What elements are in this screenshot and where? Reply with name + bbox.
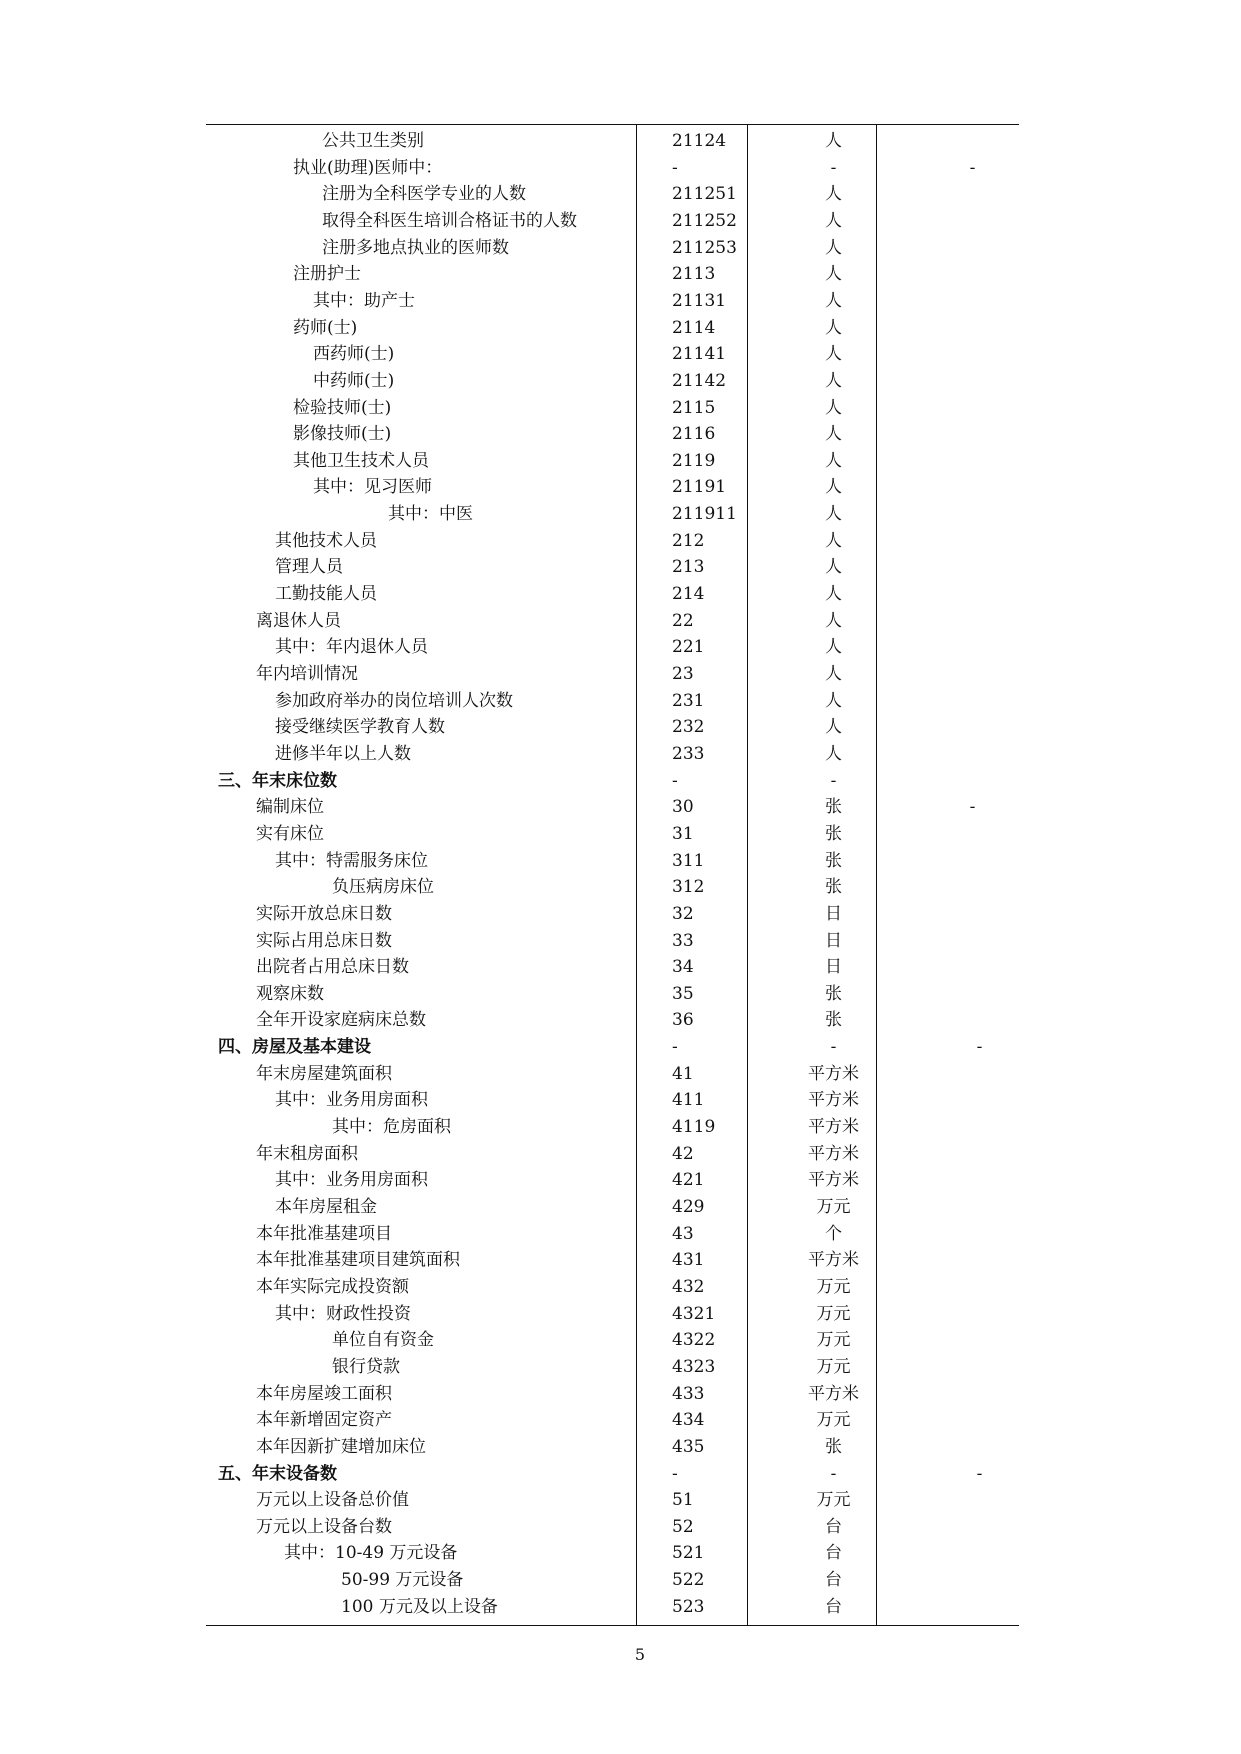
- item-code: -: [672, 157, 678, 178]
- item-name: 其中：中医: [388, 504, 473, 525]
- item-unit: 人: [825, 557, 842, 578]
- item-unit: -: [830, 770, 837, 791]
- item-name: 影像技师(士): [293, 424, 392, 445]
- item-code: 4322: [672, 1330, 716, 1351]
- item-unit: 万元: [816, 1303, 851, 1324]
- table-row: [206, 474, 1019, 501]
- item-mark: -: [969, 157, 976, 178]
- item-unit: 万元: [816, 1410, 851, 1431]
- item-code: 2119: [672, 450, 716, 471]
- item-name: 工勤技能人员: [275, 584, 377, 605]
- table-row: [206, 1354, 1019, 1381]
- item-unit: 张: [825, 877, 842, 898]
- table-row: [206, 421, 1019, 448]
- item-name: 执业(助理)医师中：: [293, 157, 443, 178]
- item-name: 其中：见习医师: [313, 477, 432, 498]
- table-row: [206, 395, 1019, 422]
- table-row: [206, 1461, 1019, 1488]
- item-name: 出院者占用总床日数: [256, 957, 409, 978]
- item-code: 21141: [672, 344, 727, 365]
- item-name: 其他技术人员: [275, 530, 377, 551]
- table-row: [206, 661, 1019, 688]
- item-code: 211252: [672, 210, 737, 231]
- item-unit: 人: [825, 610, 842, 631]
- item-code: -: [672, 770, 678, 791]
- item-name: 本年批准基建项目: [256, 1223, 392, 1244]
- item-name: 全年开设家庭病床总数: [256, 1010, 426, 1031]
- item-code: 431: [672, 1250, 705, 1271]
- item-unit: 平方米: [808, 1250, 859, 1271]
- item-unit: 台: [825, 1570, 842, 1591]
- table-row: [206, 448, 1019, 475]
- table-row: [206, 981, 1019, 1008]
- item-code: 23: [672, 664, 694, 684]
- item-name: 四、房屋及基本建设: [218, 1037, 371, 1058]
- item-unit: 人: [825, 344, 842, 365]
- table-row: [206, 1247, 1019, 1274]
- table-row: [206, 1327, 1019, 1354]
- item-mark: -: [969, 797, 976, 818]
- item-name: 观察床数: [256, 983, 324, 1004]
- table-row: [206, 741, 1019, 768]
- item-code: 432: [672, 1276, 705, 1297]
- item-name: 编制床位: [256, 797, 324, 818]
- table-row: [206, 874, 1019, 901]
- item-unit: 人: [825, 237, 842, 258]
- item-unit: 平方米: [808, 1117, 859, 1138]
- item-unit: 日: [825, 903, 842, 924]
- table-row: [206, 155, 1019, 182]
- item-code: 522: [672, 1570, 705, 1591]
- item-unit: 平方米: [808, 1063, 859, 1084]
- table-row: [206, 1540, 1019, 1567]
- table-row: [206, 501, 1019, 528]
- item-name: 银行贷款: [332, 1356, 400, 1377]
- item-unit: 平方米: [808, 1383, 859, 1404]
- item-code: 429: [672, 1197, 705, 1217]
- table-row: [206, 1274, 1019, 1301]
- item-unit: 万元: [816, 1356, 851, 1377]
- item-unit: 人: [825, 717, 842, 738]
- table-row: [206, 1407, 1019, 1434]
- item-code: 233: [672, 743, 705, 764]
- table-row: [206, 128, 1019, 155]
- item-unit: 人: [825, 530, 842, 551]
- table-row: [206, 1114, 1019, 1141]
- item-unit: 人: [825, 317, 842, 338]
- table-row: [206, 1034, 1019, 1061]
- item-name: 本年房屋租金: [275, 1197, 377, 1217]
- item-name: 管理人员: [275, 557, 343, 578]
- item-code: 21131: [672, 290, 727, 311]
- table-row: [206, 1301, 1019, 1328]
- item-unit: 台: [825, 1543, 842, 1564]
- item-unit: 人: [825, 504, 842, 525]
- table-row: [206, 235, 1019, 262]
- item-unit: -: [830, 1037, 837, 1058]
- table-row: [206, 1221, 1019, 1248]
- item-code: 2115: [672, 397, 716, 418]
- table-row: [206, 634, 1019, 661]
- item-name: 其中：10-49 万元设备: [284, 1543, 458, 1564]
- table-row: [206, 288, 1019, 315]
- item-code: 34: [672, 957, 694, 978]
- item-unit: 个: [825, 1223, 842, 1244]
- table-row: [206, 528, 1019, 555]
- item-code: 433: [672, 1383, 705, 1404]
- item-name: 实际开放总床日数: [256, 903, 392, 924]
- item-unit: 人: [825, 584, 842, 605]
- item-unit: 人: [825, 210, 842, 231]
- item-name: 本年因新扩建增加床位: [256, 1436, 426, 1457]
- item-name: 100 万元及以上设备: [341, 1596, 498, 1617]
- item-name: 实有床位: [256, 823, 324, 844]
- item-code: 35: [672, 983, 694, 1004]
- item-code: 21124: [672, 131, 727, 151]
- table-row: [206, 688, 1019, 715]
- item-unit: 人: [825, 264, 842, 285]
- item-name: 其他卫生技术人员: [293, 450, 429, 471]
- item-unit: 万元: [816, 1330, 851, 1351]
- item-unit: 万元: [816, 1276, 851, 1297]
- item-name: 取得全科医生培训合格证书的人数: [322, 210, 577, 231]
- item-code: 33: [672, 930, 694, 951]
- table-row: [206, 1087, 1019, 1114]
- item-unit: 人: [825, 184, 842, 205]
- item-unit: 人: [825, 290, 842, 311]
- item-unit: 张: [825, 797, 842, 818]
- table-row: [206, 1434, 1019, 1461]
- item-code: 2114: [672, 317, 716, 338]
- item-name: 注册多地点执业的医师数: [322, 237, 509, 258]
- table-row: [206, 1194, 1019, 1221]
- item-unit: 人: [825, 370, 842, 391]
- item-unit: 台: [825, 1596, 842, 1617]
- item-code: 52: [672, 1516, 694, 1537]
- item-unit: 张: [825, 983, 842, 1004]
- item-name: 其中：财政性投资: [275, 1303, 411, 1324]
- item-code: 231: [672, 690, 705, 711]
- item-code: 411: [672, 1090, 705, 1111]
- item-name: 实际占用总床日数: [256, 930, 392, 951]
- item-code: 2113: [672, 264, 716, 285]
- table-row: [206, 1141, 1019, 1168]
- item-unit: -: [830, 1463, 837, 1484]
- item-code: 32: [672, 903, 694, 924]
- item-mark: -: [976, 1463, 983, 1484]
- statistics-table: [206, 124, 1019, 1626]
- table-row: [206, 554, 1019, 581]
- table-row: [206, 341, 1019, 368]
- item-name: 本年批准基建项目建筑面积: [256, 1250, 460, 1271]
- table-row: [206, 581, 1019, 608]
- item-code: 434: [672, 1410, 705, 1431]
- table-row: [206, 181, 1019, 208]
- item-code: 421: [672, 1170, 705, 1191]
- table-row: [206, 1567, 1019, 1594]
- item-code: 30: [672, 797, 694, 818]
- item-name: 离退休人员: [256, 610, 341, 631]
- item-unit: 人: [825, 664, 842, 684]
- item-unit: 张: [825, 1010, 842, 1031]
- item-name: 年末租房面积: [256, 1143, 358, 1164]
- table-row: [206, 1514, 1019, 1541]
- item-unit: 人: [825, 131, 842, 151]
- item-code: 212: [672, 530, 705, 551]
- item-code: 43: [672, 1223, 694, 1244]
- item-unit: 人: [825, 743, 842, 764]
- item-unit: 台: [825, 1516, 842, 1537]
- table-row: [206, 368, 1019, 395]
- table-row: [206, 901, 1019, 928]
- item-code: 4119: [672, 1117, 716, 1138]
- item-code: 21142: [672, 370, 727, 391]
- item-name: 注册为全科医学专业的人数: [322, 184, 526, 205]
- item-code: 523: [672, 1596, 705, 1617]
- item-name: 五、年末设备数: [218, 1463, 337, 1484]
- item-unit: 张: [825, 823, 842, 844]
- item-name: 三、年末床位数: [218, 770, 337, 791]
- item-unit: 人: [825, 637, 842, 658]
- item-name: 注册护士: [293, 264, 361, 285]
- item-name: 负压病房床位: [332, 877, 434, 898]
- table-row: [206, 1061, 1019, 1088]
- item-name: 年末房屋建筑面积: [256, 1063, 392, 1084]
- item-code: 2116: [672, 424, 716, 445]
- item-unit: -: [830, 157, 837, 178]
- item-code: -: [672, 1463, 678, 1484]
- item-code: 4321: [672, 1303, 716, 1324]
- item-name: 其中：业务用房面积: [275, 1170, 428, 1191]
- item-unit: 平方米: [808, 1170, 859, 1191]
- item-mark: -: [976, 1037, 983, 1058]
- item-name: 参加政府举办的岗位培训人次数: [275, 690, 513, 711]
- item-name: 其中：助产士: [313, 290, 415, 311]
- item-code: -: [672, 1037, 678, 1058]
- table-row: [206, 1594, 1019, 1621]
- item-code: 213: [672, 557, 705, 578]
- item-code: 435: [672, 1436, 705, 1457]
- item-code: 311: [672, 850, 705, 871]
- item-unit: 万元: [816, 1490, 851, 1511]
- item-name: 药师(士): [293, 317, 358, 338]
- item-code: 51: [672, 1490, 694, 1511]
- item-unit: 平方米: [808, 1143, 859, 1164]
- item-code: 232: [672, 717, 705, 738]
- item-name: 本年新增固定资产: [256, 1410, 392, 1431]
- item-code: 221: [672, 637, 705, 658]
- item-unit: 日: [825, 957, 842, 978]
- item-name: 其中：特需服务床位: [275, 850, 428, 871]
- item-unit: 人: [825, 424, 842, 445]
- table-row: [206, 315, 1019, 342]
- item-name: 万元以上设备台数: [256, 1516, 392, 1537]
- item-unit: 人: [825, 690, 842, 711]
- item-name: 万元以上设备总价值: [256, 1490, 409, 1511]
- item-code: 22: [672, 610, 694, 631]
- item-code: 312: [672, 877, 705, 898]
- item-name: 本年房屋竣工面积: [256, 1383, 392, 1404]
- item-name: 检验技师(士): [293, 397, 392, 418]
- page-number: 5: [634, 1645, 646, 1664]
- item-name: 进修半年以上人数: [275, 743, 411, 764]
- item-name: 50-99 万元设备: [341, 1570, 464, 1591]
- item-code: 521: [672, 1543, 705, 1564]
- item-unit: 张: [825, 850, 842, 871]
- item-code: 31: [672, 823, 694, 844]
- table-row: [206, 1007, 1019, 1034]
- item-name: 本年实际完成投资额: [256, 1276, 409, 1297]
- item-code: 36: [672, 1010, 694, 1031]
- table-row: [206, 1381, 1019, 1408]
- item-unit: 平方米: [808, 1090, 859, 1111]
- table-row: [206, 1167, 1019, 1194]
- item-name: 其中：年内退休人员: [275, 637, 428, 658]
- item-name: 公共卫生类别: [322, 131, 424, 151]
- item-code: 211253: [672, 237, 737, 258]
- item-name: 西药师(士): [313, 344, 395, 365]
- item-code: 41: [672, 1063, 694, 1084]
- item-unit: 人: [825, 477, 842, 498]
- item-code: 4323: [672, 1356, 716, 1377]
- item-code: 211911: [672, 504, 737, 525]
- table-row: [206, 768, 1019, 795]
- item-code: 21191: [672, 477, 727, 498]
- item-code: 42: [672, 1143, 694, 1164]
- table-row: [206, 821, 1019, 848]
- item-unit: 张: [825, 1436, 842, 1457]
- table-row: [206, 794, 1019, 821]
- table-row: [206, 608, 1019, 635]
- item-name: 其中：危房面积: [332, 1117, 451, 1138]
- table-row: [206, 714, 1019, 741]
- item-name: 其中：业务用房面积: [275, 1090, 428, 1111]
- table-row: [206, 261, 1019, 288]
- item-name: 年内培训情况: [256, 664, 358, 684]
- table-row: [206, 1487, 1019, 1514]
- item-code: 211251: [672, 184, 737, 205]
- item-unit: 人: [825, 450, 842, 471]
- table-row: [206, 928, 1019, 955]
- item-unit: 万元: [816, 1197, 851, 1217]
- item-code: 214: [672, 584, 705, 605]
- item-name: 接受继续医学教育人数: [275, 717, 445, 738]
- table-row: [206, 954, 1019, 981]
- item-name: 中药师(士): [313, 370, 395, 391]
- item-unit: 日: [825, 930, 842, 951]
- item-name: 单位自有资金: [332, 1330, 434, 1351]
- table-row: [206, 208, 1019, 235]
- table-row: [206, 848, 1019, 875]
- item-unit: 人: [825, 397, 842, 418]
